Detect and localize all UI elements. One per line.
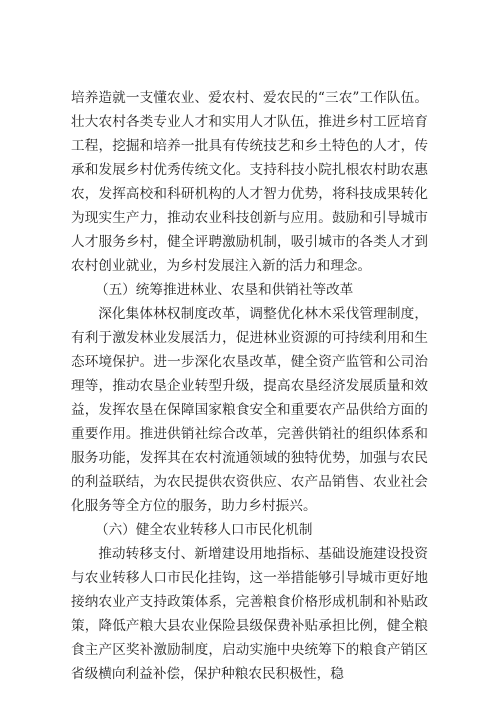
section-heading-5: （五）统筹推进林业、农垦和供销社等改革 — [95, 282, 354, 298]
paragraph-talent-team: 培养造就一支懂农业、爱农村、爱农民的“三农”工作队伍。壮大农村各类专业人才和实用人才队伍，推进乡村工匠培育工程，挖掘和培养一批具有传统技艺和乡土特色的人才，传承和发展乡村优秀传统文化。支持科技小院扎根农村助农惠农，发挥高校和科研机构的人才智力优势，将科技成果转化为现实生产力，推动农业科技创新与应用。鼓励和引导城市人才服务乡村，健全评聘激励机制，吸引城市的各类人才到农村创业就业，为乡村发展注入新的活力和理念。 — [71, 90, 428, 274]
section-heading-6: （六）健全农业转移人口市民化机制 — [95, 522, 313, 538]
document-page — [71, 86, 428, 686]
paragraph-forestry-reform: 深化集体林权制度改革，调整优化林木采伐管理制度，有利于激发林业发展活力，促进林业资源的可持续利用和生态环境保护。进一步深化农垦改革，健全资产监管和公司治理等，推动农垦企业转型升级，提高农垦经济发展质量和效益，发挥农垦在保障国家粮食安全和重要农产品供给方面的重要作用。推进供销社综合改革，完善供销社的组织体系和服务功能，发挥其在农村流通领域的独特优势，加强与农民的利益联结，为农民提供农资供应、农产品销售、农业社会化服务等全方位的服务，助力乡村振兴。 — [71, 306, 428, 514]
paragraph-migrant-citizenization: 推动转移支付、新增建设用地指标、基础设施建设投资与农业转移人口市民化挂钩，这一举措能够引导城市更好地接纳农业产支持政策体系，完善粮食价格形成机制和补贴政策，降低产粮大县农业保险县级保费补贴承担比例，健全粮食主产区奖补激励制度，启动实施中央统筹下的粮食产销区省级横向利益补偿，保护种粮农民积极性，稳 — [71, 546, 428, 682]
